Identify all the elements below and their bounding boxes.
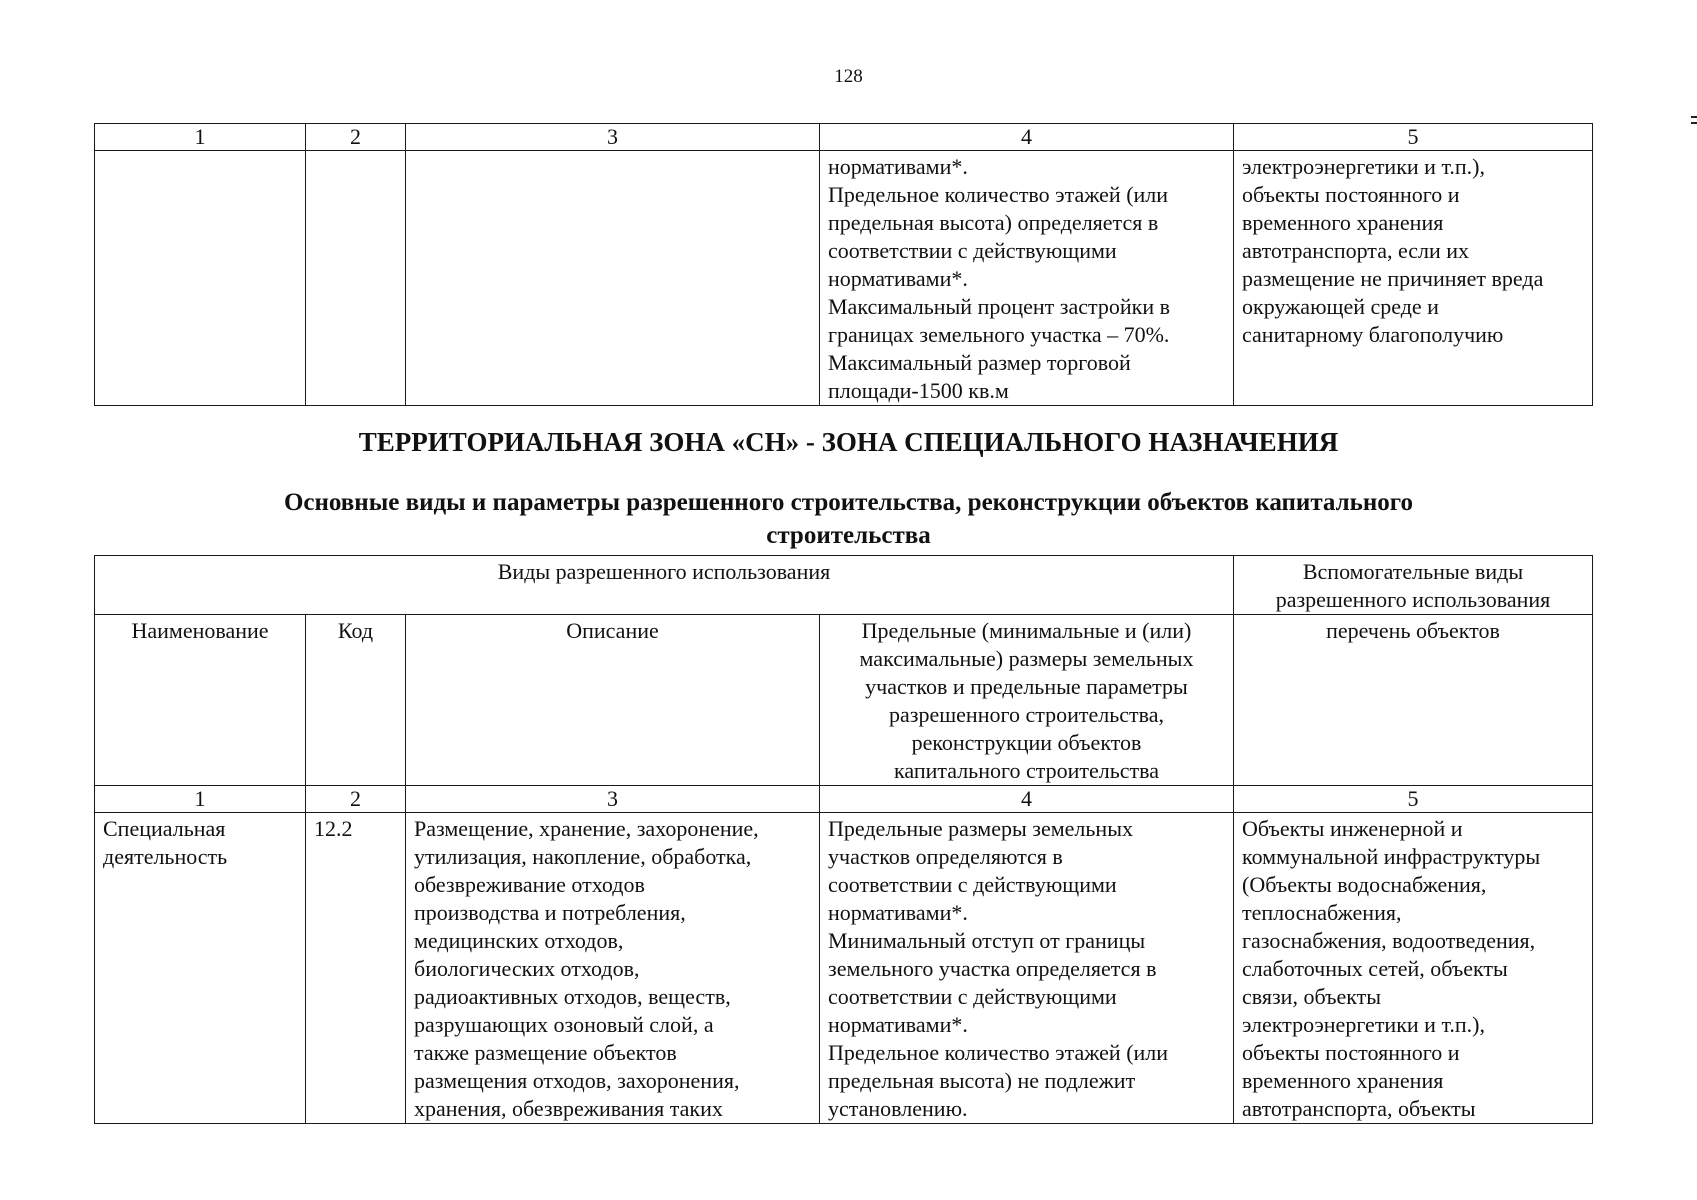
column-number: 4 [820,786,1234,813]
continued-table [94,123,1593,406]
column-number: 3 [406,786,820,813]
section-title: Основные виды и параметры разрешенного строительства, реконструкции объектов капитального строительства [283,489,1414,549]
column-number: 2 [306,124,406,151]
column-number: 3 [406,124,820,151]
edge-mark [1691,122,1697,124]
cell-code: 12.2 [306,813,406,1124]
header-description: Описание [406,615,820,786]
edge-mark [1691,116,1697,118]
zone-regulations-table [94,555,1593,1124]
cell-objects: Объекты инженерной и коммунальной инфраструктуры (Объекты водоснабжения, теплоснабжения, газоснабжения, водоотведения, слаботочных сетей, объекты связи, объекты электроэнергетики и т.п.), объекты постоянного и временного хранения автотранспорта, объекты [1234,813,1593,1124]
column-number: 5 [1234,786,1593,813]
column-number: 1 [95,124,306,151]
page-number: 128 [834,66,863,87]
column-number: 1 [95,786,306,813]
cell-name [95,151,306,406]
column-number-row [95,124,1593,151]
column-number: 5 [1234,124,1593,151]
header-name: Наименование [95,615,306,786]
header-group-row [95,556,1593,615]
cell-objects: электроэнергетики и т.п.), объекты постоянного и временного хранения автотранспорта, если их размещение не причиняет вреда окружающей среде и санитарному благополучию [1234,151,1593,406]
header-limits: Предельные (минимальные и (или) максимальные) размеры земельных участков и предельные параметры разрешенного строительства, реконструкции объектов капитального строительства [820,615,1234,786]
header-objects: перечень объектов [1234,615,1593,786]
header-aux-uses: Вспомогательные виды разрешенного использования [1234,556,1593,615]
column-number-row [95,786,1593,813]
header-main-uses: Виды разрешенного использования [95,556,1234,615]
cell-description [406,151,820,406]
cell-limits: Предельные размеры земельных участков определяются в соответствии с действующими нормативами*. Минимальный отступ от границы земельного участка определяется в соответствии с действующими нормативами*. Предельное количество этажей (или предельная высота) не подлежит установлению. [820,813,1234,1124]
table-row [95,813,1593,1124]
zone-title: ТЕРРИТОРИАЛЬНАЯ ЗОНА «СН» - ЗОНА СПЕЦИАЛЬНОГО НАЗНАЧЕНИЯ [358,427,1339,457]
cell-code [306,151,406,406]
table-row [95,151,1593,406]
cell-limits: нормативами*. Предельное количество этажей (или предельная высота) определяется в соответствии с действующими нормативами*. Максимальный процент застройки в границах земельного участка – 70%. Максимальный размер торговой площади-1500 кв.м [820,151,1234,406]
cell-description: Размещение, хранение, захоронение, утилизация, накопление, обработка, обезвреживание отходов производства и потребления, медицинских отходов, биологических отходов, радиоактивных отходов, веществ, разрушающих озоновый слой, а также размещение объектов размещения отходов, захоронения, хранения, обезвреживания таких [406,813,820,1124]
column-number: 2 [306,786,406,813]
header-code: Код [306,615,406,786]
column-number: 4 [820,124,1234,151]
cell-name: Специальная деятельность [95,813,306,1124]
header-row [95,615,1593,786]
